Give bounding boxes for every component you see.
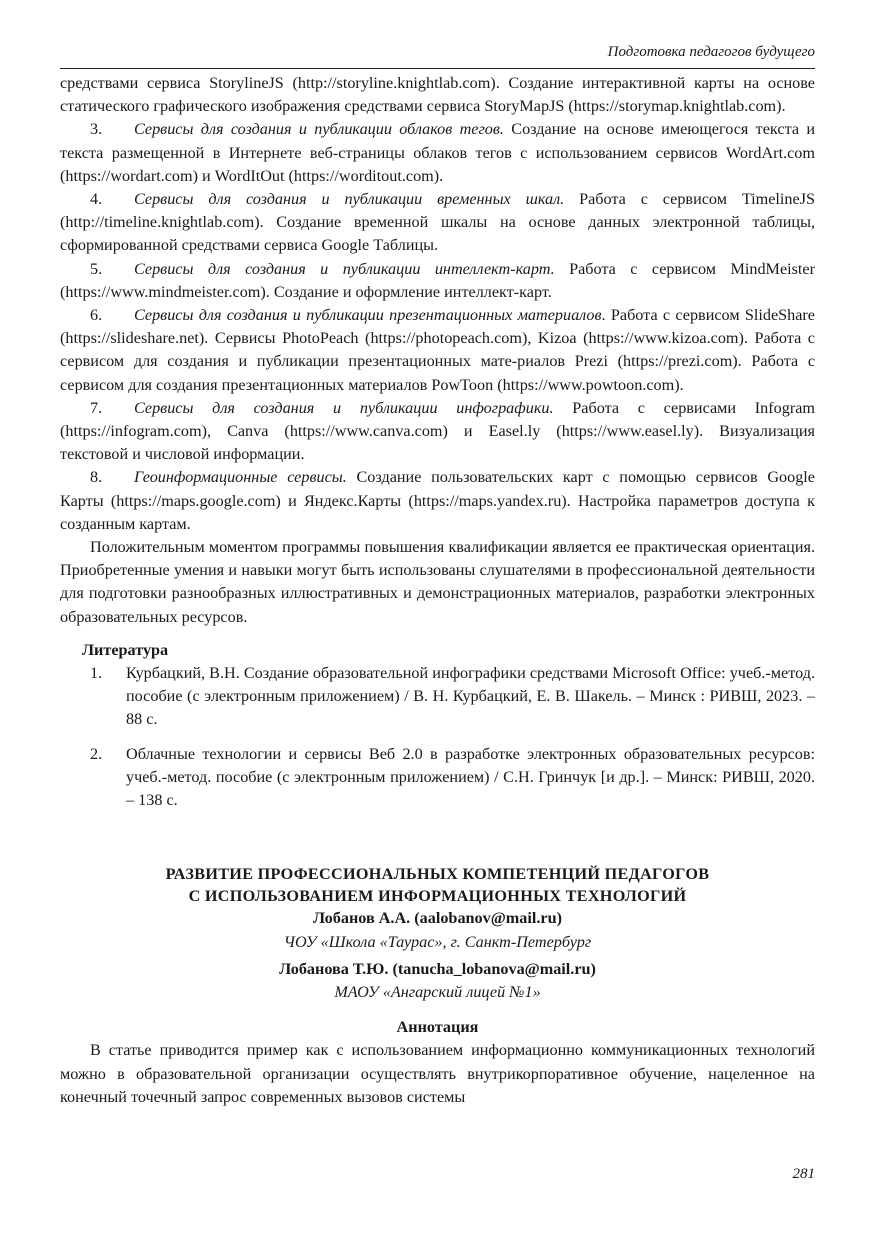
list-item: 8. Геоинформационные сервисы. Создание пользовательских карт с помощью сервисов Google Карты (https://maps.google.com) и Яндекс.Карты (https://maps.yandex.ru). Настройка параметров доступа к созданным картам. [60, 468, 815, 533]
page-body [60, 72, 815, 1109]
affiliation-2: МАОУ «Ангарский лицей №1» [334, 982, 541, 1001]
abstract-heading: Аннотация [396, 1018, 479, 1037]
list-item: 3. Сервисы для создания и публикации облаков тегов. Создание на основе имеющегося текста и текста размещенной в Интернете веб-страницы облаков тегов с использованием сервисов WordArt.com (https://wordart.com) и WordItOut (https://worditout.com). [60, 120, 815, 185]
conclusion-paragraph: Положительным моментом программы повышения квалификации является ее практическая ориентация. Приобретенные умения и навыки могут быть использованы слушателями в профессиональной деятельности для подготовки разнообразных иллюстративных и демонстрационных материалов, разработки электронных образовательных ресурсов. [60, 538, 815, 626]
list-item: 4. Сервисы для создания и публикации временных шкал. Работа с сервисом TimelineJS (http://timeline.knightlab.com). Создание временной шкалы на основе данных электронной таблицы, сформированной средствами сервиса Google Таблицы. [60, 190, 815, 255]
page-number: 281 [792, 1166, 815, 1182]
author-2: Лобанова Т.Ю. (tanucha_lobanova@mail.ru) [279, 959, 596, 978]
author-1: Лобанов А.А. (aalobanov@mail.ru) [313, 909, 562, 928]
service-list [60, 118, 815, 536]
article-title: РАЗВИТИЕ ПРОФЕССИОНАЛЬНЫХ КОМПЕТЕНЦИЙ ПЕДАГОГОВ С ИСПОЛЬЗОВАНИЕМ ИНФОРМАЦИОННЫХ ТЕХНОЛОГИЙ [165, 865, 710, 906]
list-item: 7. Сервисы для создания и публикации инфографики. Работа с сервисами Infogram (https://infogram.com), Canva (https://www.canva.com) и Easel.ly (https://www.easel.ly). Визуализация текстовой и числовой информации. [60, 398, 815, 464]
reference-list [60, 662, 815, 812]
literature-heading: Литература [82, 640, 169, 659]
reference-item: 2. Облачные технологии и сервисы Веб 2.0 в разработке электронных образовательных ресурсов: учеб.-метод. пособие (с электронным приложением) / С.Н. Гринчук [и др.]. – Минск: РИВШ, 2020. – 138 с. [90, 744, 815, 810]
list-item: 6. Сервисы для создания и публикации презентационных материалов. Работа с сервисом SlideShare (https://slideshare.net). Сервисы PhotoPeach (https://photopeach.com), Kizoa (https://www.kizoa.com). Работа с сервисом для создания и публикации презентационных мате-риалов Prezi (https://prezi.com). Работа с сервисом для создания презентационных материалов PowToon (https://www.powtoon.com). [60, 306, 815, 394]
header-rule [60, 68, 815, 69]
running-header: Подготовка педагогов будущего [607, 44, 815, 60]
section-spacer [60, 823, 815, 863]
reference-item: 1. Курбацкий, В.Н. Создание образовательной инфографики средствами Microsoft Office: учеб.-метод. пособие (с электронным приложением) / В. Н. Курбацкий, Е. В. Шакель. – Минск : РИВШ, 2023. – 88 с. [90, 664, 815, 729]
affiliation-1: ЧОУ «Школа «Таурас», г. Санкт-Петербург [283, 932, 592, 951]
abstract-paragraph: В статье приводится пример как с использованием информационно коммуникационных технологий можно в образовательной организации осуществлять внутрикорпоративное обучение, нацеленное на конечный точечный запрос современных вызовов системы [60, 1041, 815, 1106]
intro-paragraph: средствами сервиса StorylineJS (http://storyline.knightlab.com). Создание интерактивной карты на основе статического графического изображения средствами сервиса StoryMapJS (https://storymap.knightlab.com). [60, 74, 815, 116]
list-item: 5. Сервисы для создания и публикации интеллект-карт. Работа с сервисом MindMeister (https://www.mindmeister.com). Создание и оформление интеллект-карт. [60, 259, 815, 301]
